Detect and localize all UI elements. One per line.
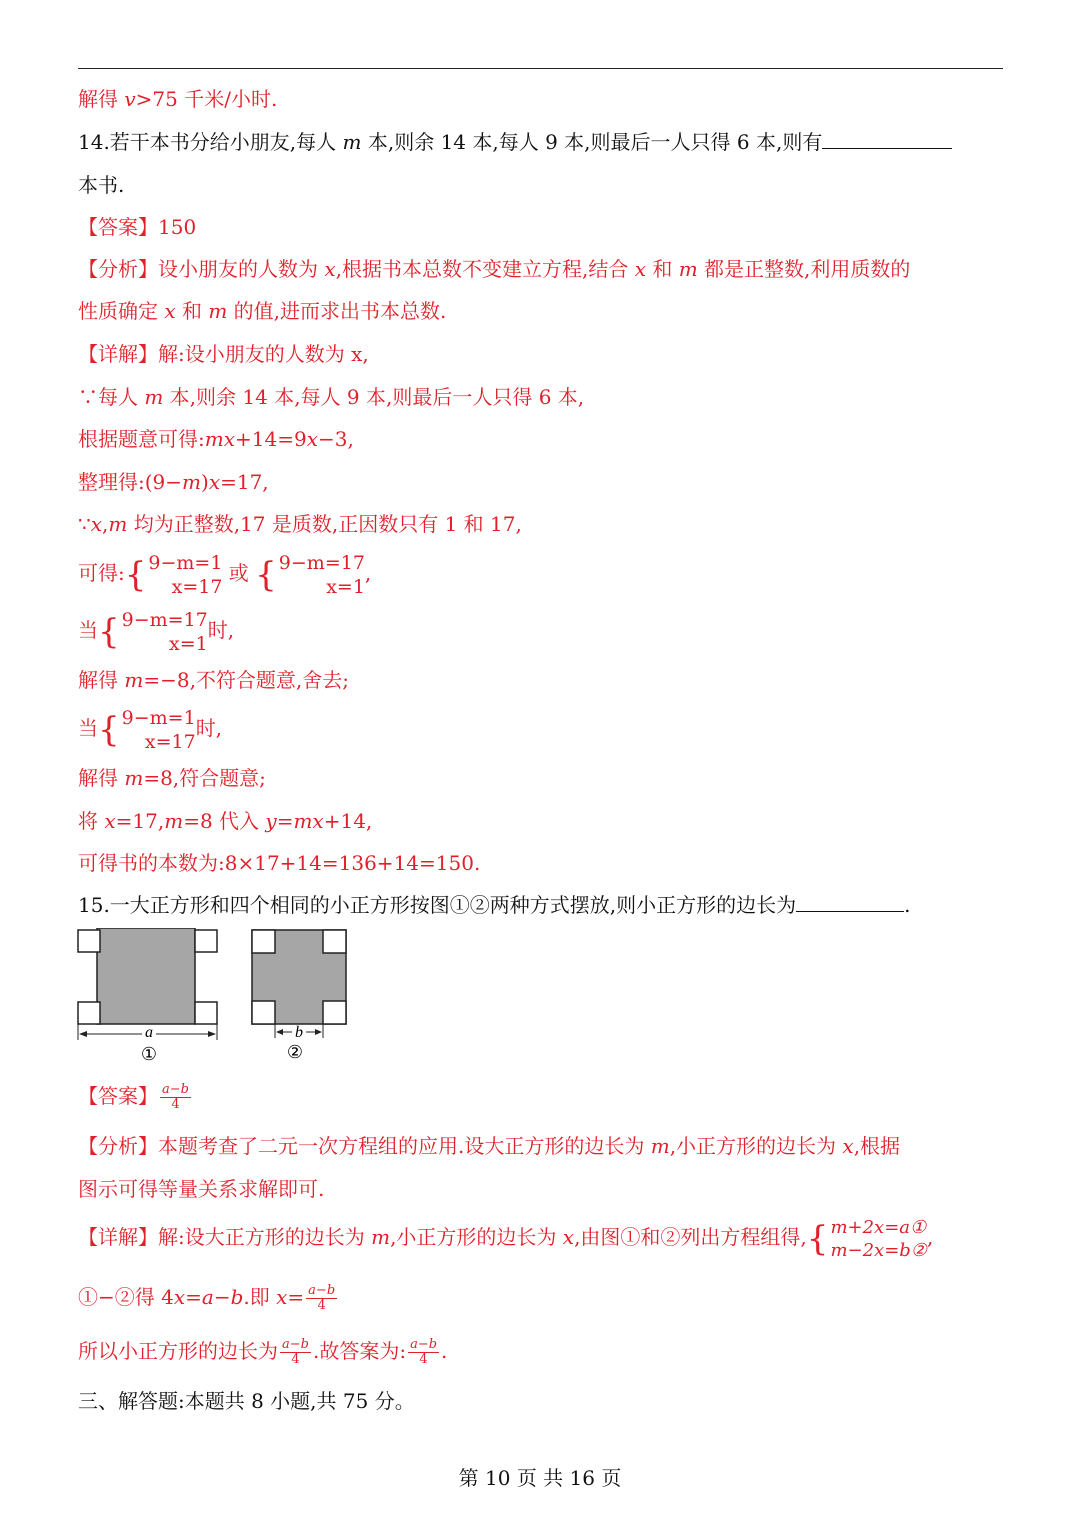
text: =17,	[115, 809, 165, 833]
q14-stem-line1	[78, 129, 952, 155]
var: m	[124, 766, 144, 790]
small-square	[323, 1001, 346, 1024]
equation-system	[255, 551, 365, 599]
header-rule	[78, 68, 1003, 69]
numerator: a−b	[282, 1337, 309, 1352]
detail-tag: 【详解】	[78, 1225, 158, 1249]
small-square	[78, 930, 100, 952]
var: x	[634, 257, 646, 281]
q14-answer	[78, 214, 196, 240]
text: >75 千米/小时.	[135, 87, 278, 111]
text: .	[904, 893, 911, 917]
q14-detail-line11	[78, 808, 372, 834]
arrow-left-icon	[79, 1031, 87, 1037]
equation: 9−m=1	[148, 551, 223, 574]
analysis-tag: 【分析】	[78, 257, 158, 281]
analysis-tag: 【分析】	[78, 1134, 158, 1158]
var: x	[842, 1134, 854, 1158]
text: −3,	[317, 427, 354, 451]
page-footer: 第 10 页 共 16 页	[458, 1466, 622, 1490]
q14-stem-line2: 本书.	[78, 173, 125, 197]
equation-system	[807, 1216, 927, 1262]
equation-system	[125, 551, 223, 599]
var: y	[265, 809, 277, 833]
text: 15.一大正方形和四个相同的小正方形按图①②两种方式摆放,则小正方形的边长为	[78, 893, 797, 917]
var: m	[678, 257, 698, 281]
arrow-right-icon	[208, 1031, 216, 1037]
q14-detail-line6	[78, 548, 371, 598]
var: b	[230, 1285, 244, 1309]
text: ,小正方形的边长为	[669, 1134, 843, 1158]
var: mx	[293, 809, 324, 833]
detail-tag: 【详解】	[78, 342, 158, 366]
var: x	[276, 1285, 288, 1309]
brace-icon: {	[98, 611, 120, 652]
var: a	[201, 1285, 214, 1309]
small-square	[195, 1002, 217, 1024]
text: 时,	[195, 716, 223, 740]
text: .	[441, 1339, 448, 1363]
q15-answer	[78, 1076, 193, 1116]
equation: x=17	[144, 730, 196, 753]
numerator: a−b	[410, 1337, 438, 1352]
q14-detail-line9	[78, 703, 222, 753]
var: x	[208, 470, 221, 494]
var: m	[208, 299, 228, 323]
var: m	[371, 1225, 391, 1249]
var: m	[144, 385, 164, 409]
text: 将	[78, 809, 105, 833]
small-square	[195, 930, 217, 952]
text: =	[276, 809, 294, 833]
text: 本题考查了二元一次方程组的应用.设大正方形的边长为	[158, 1134, 651, 1158]
equation: x=1	[326, 575, 365, 598]
section-3-heading: 三、解答题:本题共 8 小题,共 75 分。	[78, 1389, 415, 1413]
q14-detail-line7	[78, 605, 234, 655]
text: 和	[646, 257, 679, 281]
q14-detail-line5	[78, 511, 522, 537]
text: 解:设大正方形的边长为	[158, 1225, 372, 1249]
equation: m−2x=b②	[830, 1239, 927, 1261]
text: 设小朋友的人数为	[158, 257, 325, 281]
text: +14,	[323, 809, 373, 833]
q14-detail-line8	[78, 667, 349, 693]
var: mx	[204, 427, 235, 451]
q14-detail-line10	[78, 765, 266, 791]
text: =17,	[220, 470, 269, 494]
q14-detail-line2	[78, 384, 584, 410]
denominator: 4	[419, 1352, 428, 1367]
q14-detail-line1	[78, 341, 369, 367]
q15-detail-line1	[78, 1212, 933, 1266]
var: m	[108, 512, 128, 536]
var: v	[124, 87, 136, 111]
q15-analysis-line2: 图示可得等量关系求解即可.	[78, 1177, 325, 1201]
denominator: 4	[317, 1298, 326, 1313]
equation-system	[98, 608, 208, 656]
var: x	[562, 1225, 575, 1249]
text: 或	[222, 561, 256, 585]
text: )	[201, 470, 209, 494]
text: =	[185, 1285, 202, 1309]
var: m	[164, 809, 184, 833]
q14-detail-line3	[78, 426, 354, 452]
text: 本,则余 14 本,每人 9 本,则最后一人只得 6 本,	[163, 385, 585, 409]
figure-1	[76, 928, 222, 1068]
answer-tag: 【答案】	[78, 215, 158, 239]
text: 解得	[78, 87, 125, 111]
equation: 9−m=17	[278, 551, 365, 574]
large-square	[97, 928, 195, 1024]
equation: x=17	[171, 575, 223, 598]
figure-1-number: ①	[140, 1044, 158, 1065]
text: ,	[364, 561, 372, 585]
text: −	[213, 1285, 231, 1309]
text: .即	[243, 1285, 277, 1309]
equation: 9−m=1	[121, 706, 196, 729]
text: 14.若干本书分给小朋友,每人	[78, 130, 343, 154]
figure-1-label: a	[145, 1024, 153, 1041]
q15-analysis-line1	[78, 1133, 900, 1159]
answer-tag: 【答案】	[78, 1084, 158, 1108]
text: =	[287, 1285, 305, 1309]
text: ①−②得 4	[78, 1285, 174, 1309]
text: +14=9	[235, 427, 307, 451]
text: 所以小正方形的边长为	[78, 1339, 278, 1363]
figure-2	[250, 928, 352, 1068]
var: m	[124, 668, 144, 692]
equation: 9−m=17	[121, 608, 208, 631]
answer-blank	[796, 893, 904, 912]
fraction	[306, 1284, 337, 1313]
var: x	[104, 809, 116, 833]
text: =8,符合题意;	[143, 766, 266, 790]
brace-icon: {	[124, 554, 147, 595]
equation: x=1	[169, 632, 208, 655]
q14-analysis-line2	[78, 298, 446, 324]
figure-2-number: ②	[286, 1042, 304, 1063]
text: 解得	[78, 766, 125, 790]
brace-icon: {	[255, 554, 277, 595]
numerator: a−b	[162, 1082, 189, 1097]
numerator: a−b	[308, 1283, 336, 1298]
equation: m+2x=a①	[830, 1216, 927, 1238]
brace-icon: {	[98, 709, 120, 750]
text: 性质确定	[78, 299, 165, 323]
fraction	[280, 1338, 311, 1367]
fraction	[408, 1338, 439, 1367]
text: 和	[175, 299, 209, 323]
text: ,根据书本总数不变建立方程,结合	[335, 257, 635, 281]
answer-blank	[822, 130, 952, 149]
arrow-left-icon	[276, 1029, 283, 1035]
var: x	[90, 512, 103, 536]
var: m	[182, 470, 201, 494]
text: 都是正整数,利用质数的	[697, 257, 911, 281]
text: 整理得:(9−	[78, 470, 183, 494]
text: 当	[78, 618, 98, 642]
denominator: 4	[171, 1097, 180, 1112]
equation-system	[98, 706, 196, 754]
text: 解得	[78, 668, 125, 692]
text: 解:设小朋友的人数为 x,	[158, 342, 369, 366]
text: 可得:	[78, 561, 125, 585]
small-square	[78, 1002, 100, 1024]
text: ∵	[78, 512, 91, 536]
small-square	[252, 930, 275, 953]
text: 当	[78, 716, 98, 740]
text: ,	[102, 512, 109, 536]
text: 均为正整数,17 是质数,正因数只有 1 和 17,	[127, 512, 522, 536]
text: 本,则余 14 本,每人 9 本,则最后一人只得 6 本,则有	[361, 130, 823, 154]
q15-detail-line3	[78, 1331, 447, 1371]
text: ,小正方形的边长为	[390, 1225, 563, 1249]
var: x	[173, 1285, 186, 1309]
text: ∵每人	[78, 385, 145, 409]
text: 时,	[207, 618, 235, 642]
text: 的值,进而求出书本总数.	[227, 299, 447, 323]
text: =−8,不符合题意,舍去;	[143, 668, 350, 692]
text: .故答案为:	[312, 1339, 407, 1363]
denominator: 4	[291, 1352, 300, 1367]
var: x	[324, 257, 336, 281]
q15-stem	[78, 892, 911, 918]
text: ,根据	[853, 1134, 901, 1158]
q14-detail-line12: 可得书的本数为:8×17+14=136+14=150.	[78, 851, 481, 875]
var: m	[342, 130, 362, 154]
small-square	[252, 1001, 275, 1024]
text: 根据题意可得:	[78, 427, 205, 451]
q14-detail-line4	[78, 469, 269, 495]
figure-2-label: b	[295, 1024, 303, 1041]
q15-detail-line2	[78, 1277, 339, 1317]
answer-fraction	[160, 1083, 191, 1112]
text: =8 代入	[183, 809, 266, 833]
q13-tail	[78, 86, 277, 112]
var: x	[306, 427, 318, 451]
small-square	[323, 930, 346, 953]
text: ,	[926, 1225, 934, 1249]
q14-analysis-line1	[78, 256, 910, 282]
answer-value: 150	[158, 215, 197, 239]
var: m	[650, 1134, 670, 1158]
var: x	[164, 299, 176, 323]
brace-icon: {	[806, 1218, 829, 1259]
text: ,由图①和②列出方程组得,	[574, 1225, 807, 1249]
arrow-right-icon	[315, 1029, 322, 1035]
